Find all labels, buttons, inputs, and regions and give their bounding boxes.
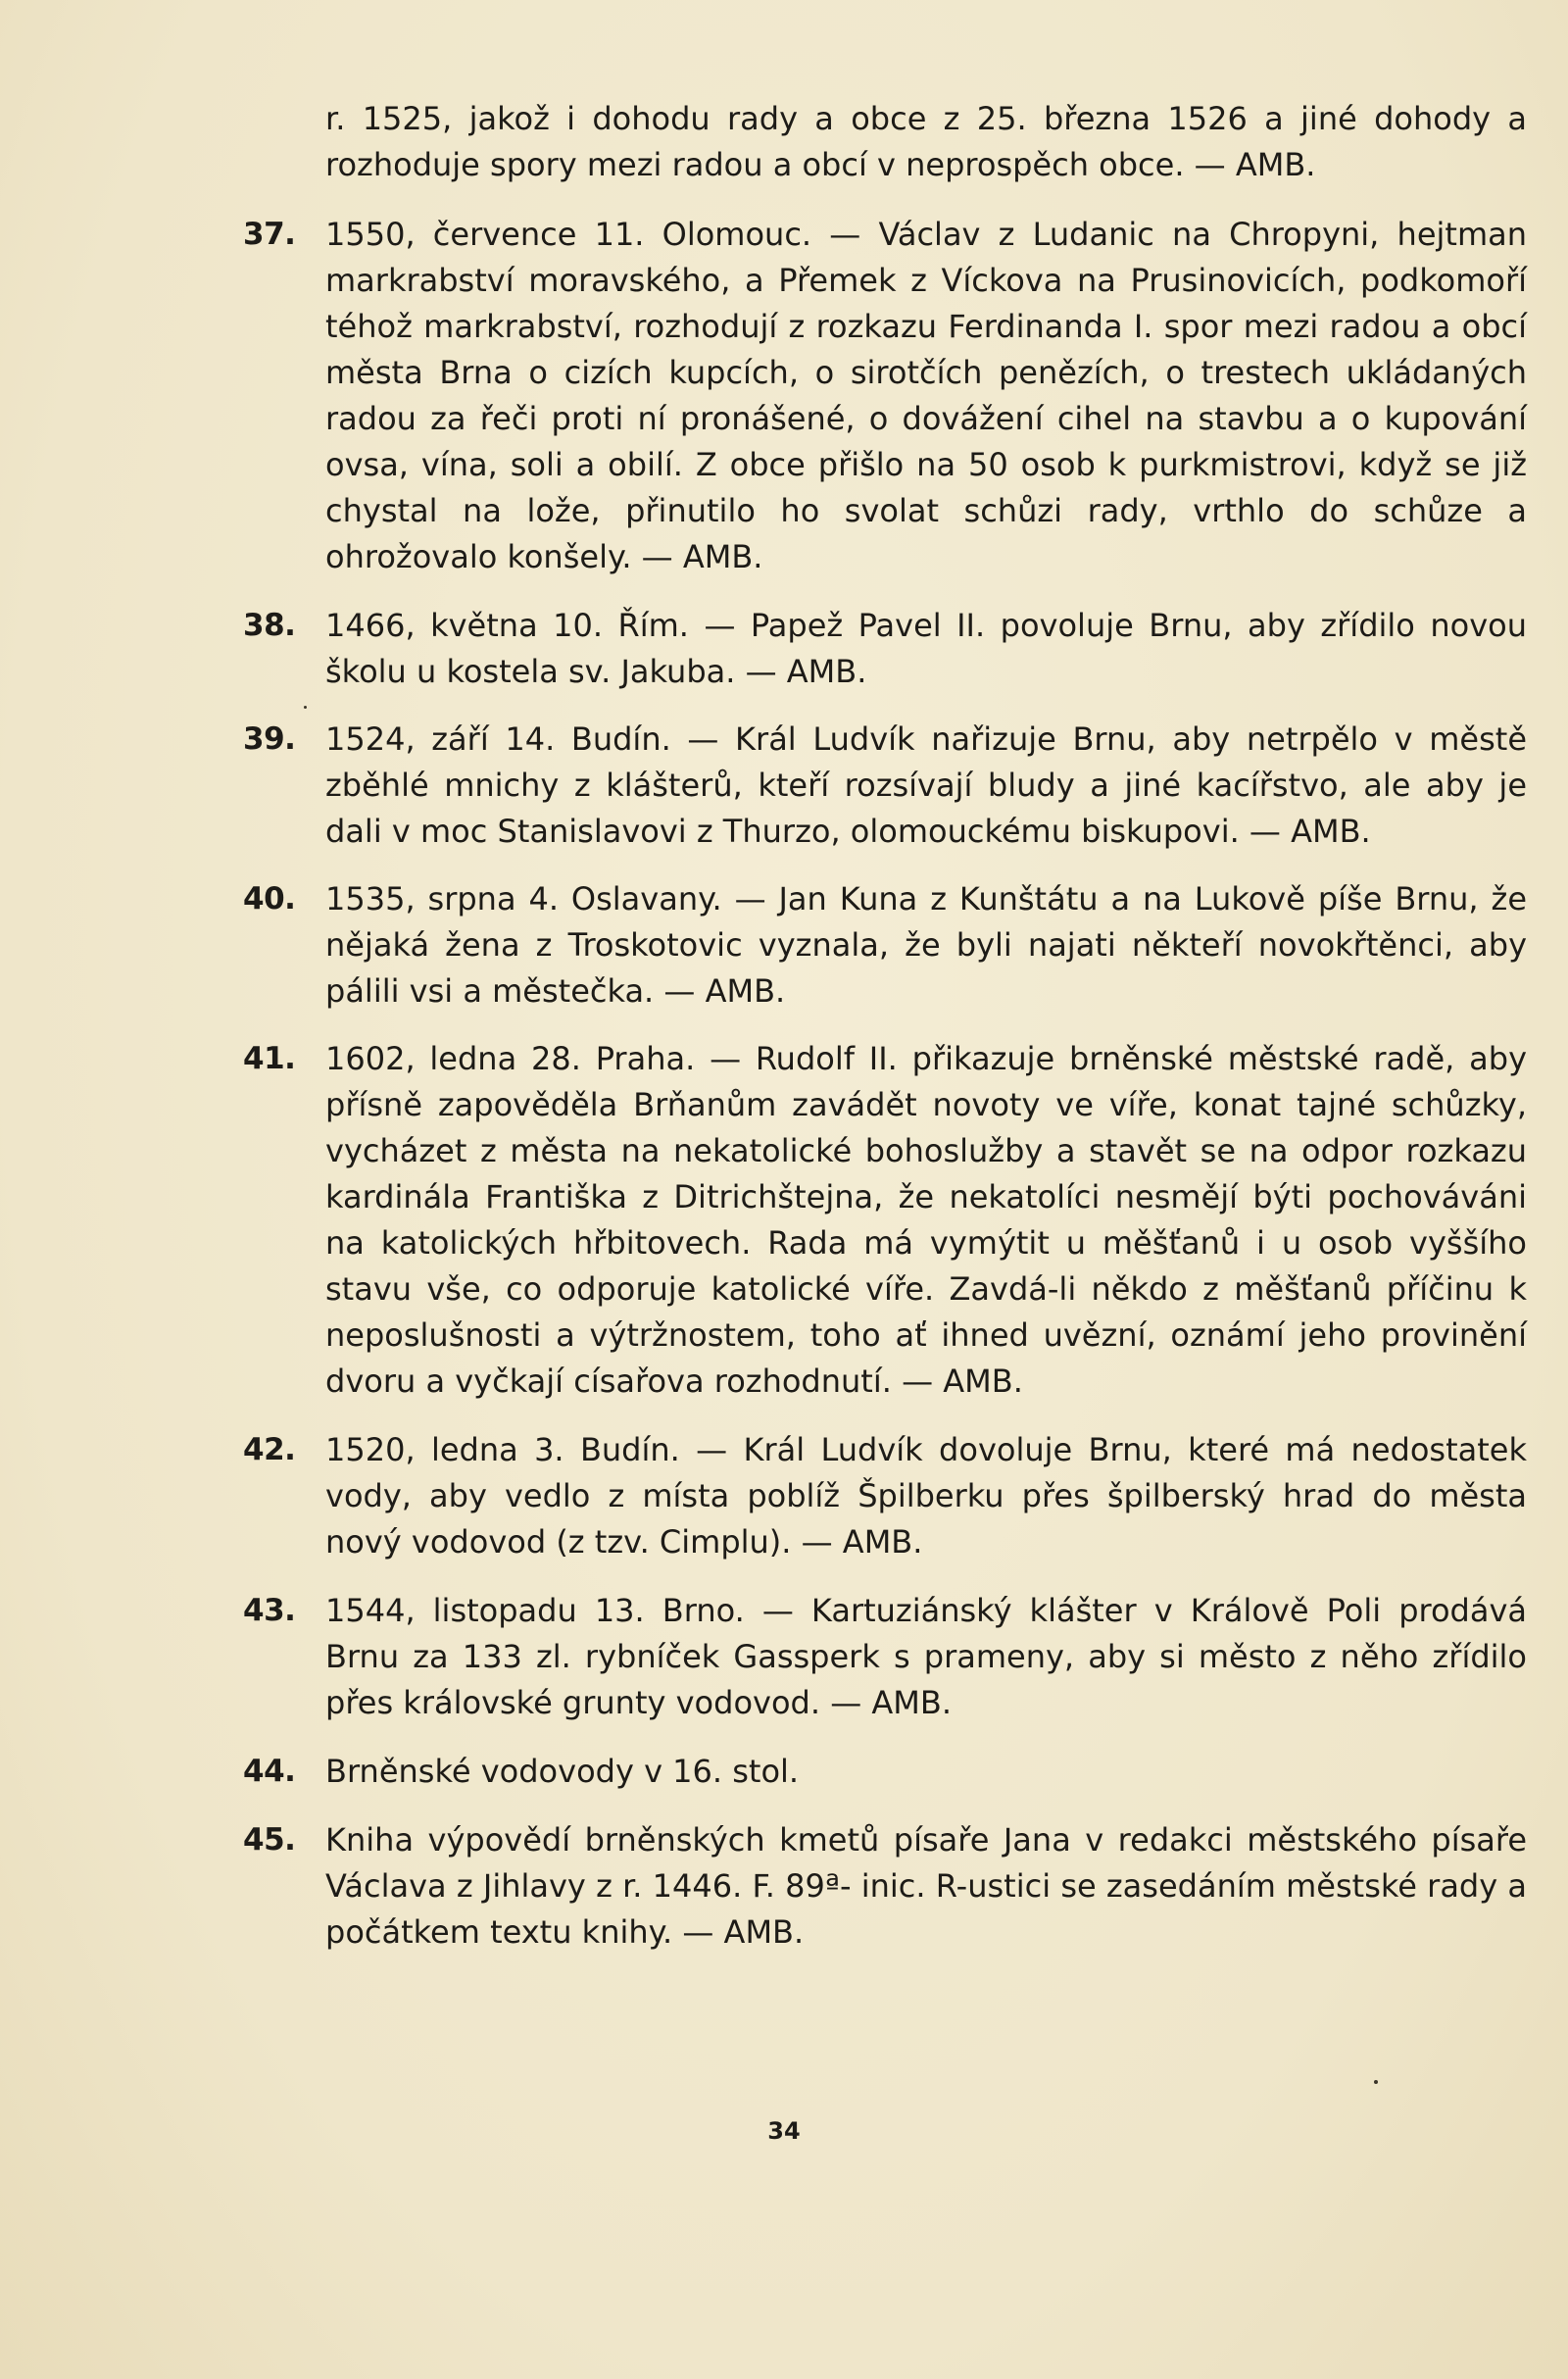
- entry-number: 41.: [243, 1041, 296, 1076]
- entry-text: Kniha výpovědí brněnských kmetů písaře Jana v redakci městského písaře Václava z Jihlavy z r. 1446. F. 89ª- inic. R-ustici se zasedáním městské rady a počátkem textu knihy. — AMB.: [325, 1821, 1527, 1951]
- entry-number: 40.: [243, 881, 296, 917]
- entry-40: [243, 876, 1527, 1015]
- entry-number: 44.: [243, 1754, 296, 1789]
- entry-text: 1550, července 11. Olomouc. — Václav z Ludanic na Chropyni, hejtman markrabství moravského, a Přemek z Víckova na Prusinovicích, podkomoří téhož markrabství, rozhodují z rozkazu Ferdinanda I. spor mezi radou a obcí města Brna o cizích kupcích, o sirotčích penězích, o trestech ukládaných radou za řeči proti ní pronášené, o dovážení cihel na stavbu a o kupování ovsa, vína, soli a obilí. Z obce přišlo na 50 osob k purkmistrovi, když se již chystal na lože, přinutilo ho svolat schůzi rady, vrthlo do schůze a ohrožovalo konšely. — AMB.: [325, 216, 1527, 575]
- entry-text: 1466, května 10. Řím. — Papež Pavel II. povoluje Brnu, aby zřídilo novou školu u kostela sv. Jakuba. — AMB.: [325, 607, 1527, 690]
- entry-number: 38.: [243, 608, 296, 643]
- entry-text: 1535, srpna 4. Oslavany. — Jan Kuna z Kunštátu a na Lukově píše Brnu, že nějaká žena z Troskotovic vyznala, že byli najati někteří novokřtěnci, aby pálili vsi a městečka. — AMB.: [325, 880, 1527, 1010]
- entry-text: 1544, listopadu 13. Brno. — Kartuziánský klášter v Králově Poli prodává Brnu za 133 zl. rybníček Gassperk s prameny, aby si město z něho zřídilo přes královské grunty vodovod. — AMB.: [325, 1592, 1527, 1721]
- entry-42: [243, 1427, 1527, 1565]
- entry-number: 39.: [243, 721, 296, 757]
- entry-38: [243, 603, 1527, 695]
- page-number: 34: [767, 2117, 801, 2145]
- entry-41: [243, 1036, 1527, 1405]
- entry-39: [243, 717, 1527, 855]
- entry-43: [243, 1588, 1527, 1726]
- entry-text: Brněnské vodovody v 16. stol.: [325, 1753, 800, 1790]
- entry-number: 45.: [243, 1822, 296, 1858]
- entry-number: 37.: [243, 217, 296, 252]
- entry-number: 42.: [243, 1432, 296, 1467]
- entry-44: [243, 1749, 1527, 1795]
- paper-speck: [304, 706, 307, 709]
- entry-text: 1602, ledna 28. Praha. — Rudolf II. přikazuje brněnské městské radě, aby přísně zapověděla Brňanům zavádět novoty ve víře, konat tajné schůzky, vycházet z města na nekatolické bohoslužby a stavět se na odpor rozkazu kardinála Františka z Ditrichštejna, že nekatolíci nesmějí býti pochováváni na katolických hřbitovech. Rada má vymýtit u měšťanů i u osob vyššího stavu vše, co odporuje katolické víře. Zavdá-li někdo z měšťanů příčinu k neposlušnosti a výtržnostem, toho ať ihned uvězní, oznámí jeho provinění dvoru a vyčkají císařova rozhodnutí. — AMB.: [325, 1040, 1527, 1400]
- entry-number: 43.: [243, 1593, 296, 1628]
- entry-text: 1520, ledna 3. Budín. — Král Ludvík dovoluje Brnu, které má nedostatek vody, aby vedlo z místa poblíž Špilberku přes špilberský hrad do města nový vodovod (z tzv. Cimplu). — AMB.: [325, 1431, 1527, 1561]
- paper-speck: [1374, 2080, 1378, 2084]
- continued-entry: [243, 96, 1527, 188]
- entry-list: [243, 96, 1527, 1978]
- entry-text: 1524, září 14. Budín. — Král Ludvík nařizuje Brnu, aby netrpělo v městě zběhlé mnichy z klášterů, kteří rozsívají bludy a jiné kacířstvo, ale aby je dali v moc Stanislavovi z Thurzo, olomouckému biskupovi. — AMB.: [325, 720, 1527, 850]
- continued-entry-text: r. 1525, jakož i dohodu rady a obce z 25. března 1526 a jiné dohody a rozhoduje spory mezi radou a obcí v neprospěch obce. — AMB.: [325, 100, 1527, 183]
- entry-37: [243, 212, 1527, 580]
- entry-45: [243, 1817, 1527, 1956]
